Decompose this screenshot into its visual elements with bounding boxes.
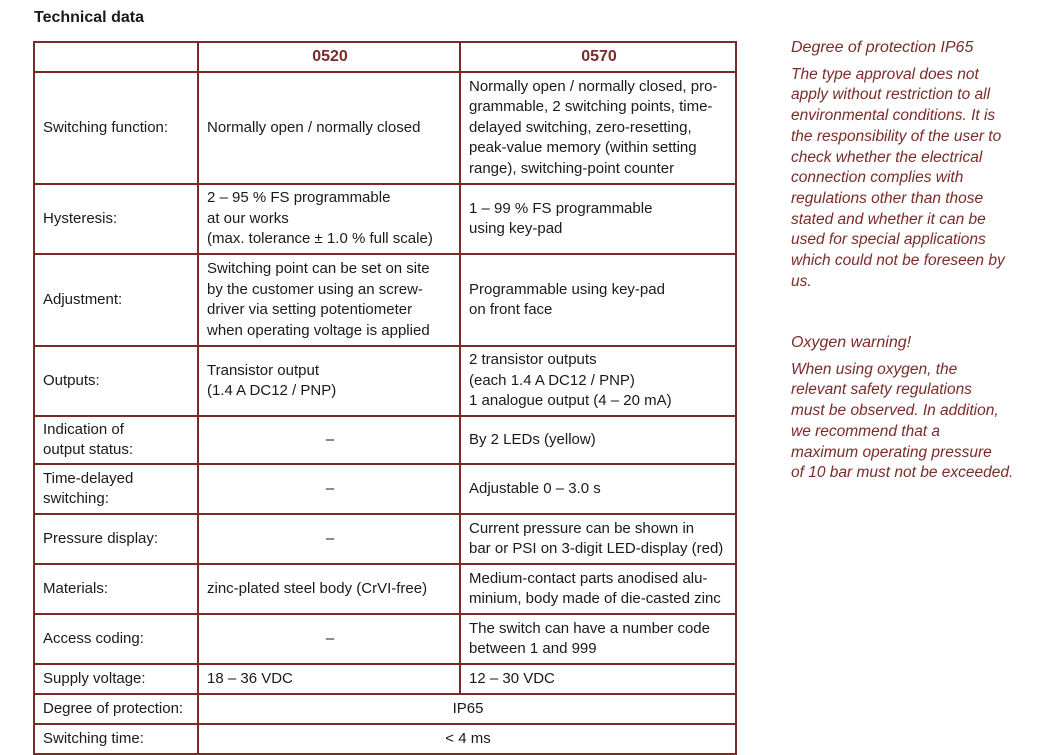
- note-line: which could not be foreseen by: [791, 252, 1005, 270]
- row-label-cell: [34, 614, 198, 664]
- table-header-row: [34, 42, 736, 72]
- oxygen-warning: [791, 333, 1036, 484]
- section-heading: Technical data: [34, 9, 144, 26]
- cell-line: grammable, 2 switching points, time-: [469, 98, 713, 116]
- cell-line: Time-delayed: [43, 469, 134, 487]
- cell-line: 18 – 36 VDC: [207, 669, 293, 687]
- value-0520-cell: [198, 564, 460, 614]
- cell-line: Pressure display:: [43, 529, 159, 547]
- cell-line: Switching function:: [43, 118, 169, 136]
- cell-line: –: [325, 430, 335, 448]
- value-0570-cell: [460, 254, 736, 346]
- cell-line: Outputs:: [43, 371, 100, 389]
- cell-line: Normally open / normally closed: [207, 118, 421, 136]
- cell-line: using key-pad: [469, 220, 563, 237]
- note-line: maximum operating pressure: [791, 443, 992, 461]
- protection-note-title: Degree of protection IP65: [791, 39, 974, 56]
- cell-line: on front face: [469, 301, 553, 318]
- value-0520-cell: [198, 664, 460, 694]
- cell-line: range), switching-point counter: [469, 159, 675, 177]
- header-cell-0570: 0570: [460, 42, 736, 72]
- cell-line: delayed switching, zero-resetting,: [469, 118, 692, 136]
- cell-line: (1.4 A DC12 / PNP): [207, 382, 337, 399]
- row-label-cell: Switching time:: [34, 724, 198, 754]
- cell-line: –: [325, 629, 335, 647]
- table-row: [34, 694, 736, 724]
- table-row: [34, 614, 736, 664]
- cell-line: (max. tolerance ± 1.0 % full scale): [207, 230, 433, 248]
- note-line: check whether the electrical: [791, 148, 983, 166]
- cell-line: Current pressure can be shown in: [469, 519, 695, 537]
- value-0570-cell: [460, 72, 736, 184]
- cell-line: Medium-contact parts anodised alu-: [469, 569, 708, 587]
- value-0520-cell: [198, 514, 460, 564]
- row-label-cell: [34, 664, 198, 694]
- header-cell-empty: [34, 42, 198, 72]
- cell-line: 2 – 95 % FS programmable: [207, 189, 391, 207]
- table-row: [34, 184, 736, 254]
- cell-line: The switch can have a number code: [469, 619, 710, 637]
- value-0520-cell: [198, 72, 460, 184]
- note-line: us.: [791, 272, 812, 290]
- note-line: regulations other than those: [791, 189, 984, 207]
- table-row: [34, 724, 736, 754]
- value-0570-cell: [460, 184, 736, 254]
- cell-line: Adjustable 0 – 3.0 s: [469, 479, 601, 497]
- cell-line: By 2 LEDs (yellow): [469, 430, 596, 448]
- table-row: [34, 346, 736, 416]
- cell-line: by the customer using an screw-: [207, 280, 423, 298]
- value-0520-cell: [198, 346, 460, 416]
- value-0570-cell: [460, 664, 736, 694]
- cell-line: Normally open / normally closed, pro-: [469, 77, 718, 95]
- cell-line: zinc-plated steel body (CrVI-free): [207, 579, 428, 597]
- note-line: stated and whether it can be: [791, 210, 986, 228]
- note-line: we recommend that a: [791, 422, 941, 440]
- note-line: relevant safety regulations: [791, 381, 972, 399]
- cell-line: driver via setting potentiometer: [207, 301, 413, 318]
- value-0570-cell: [460, 346, 736, 416]
- value-0570-cell: [460, 416, 736, 464]
- cell-line: Adjustment:: [43, 290, 123, 308]
- cell-line: bar or PSI on 3-digit LED-display (red): [469, 540, 724, 557]
- cell-line: output status:: [43, 441, 134, 458]
- cell-line: switching:: [43, 490, 109, 507]
- cell-line: Supply voltage:: [43, 669, 146, 687]
- cell-line: –: [325, 529, 335, 547]
- cell-line: Transistor output: [207, 361, 319, 379]
- cell-line: Programmable using key-pad: [469, 280, 665, 298]
- table-row: [34, 564, 736, 614]
- header-cell-0520: 0520: [198, 42, 460, 72]
- note-line: used for special applications: [791, 231, 986, 249]
- cell-line: Indication of: [43, 420, 124, 438]
- cell-line: peak-value memory (within setting: [469, 139, 697, 157]
- value-0520-cell: [198, 464, 460, 514]
- row-label-cell: [34, 514, 198, 564]
- note-line: When using oxygen, the: [791, 360, 958, 378]
- cell-line: Switching point can be set on site: [207, 260, 430, 277]
- note-line: environmental conditions. It is: [791, 107, 996, 125]
- table-row: [34, 254, 736, 346]
- cell-line: 2 transistor outputs: [469, 351, 597, 369]
- cell-line: when operating voltage is applied: [207, 321, 430, 339]
- oxygen-warning-body: [791, 360, 1036, 484]
- row-label-cell: [34, 72, 198, 184]
- value-0520-cell: [198, 254, 460, 346]
- cell-line: between 1 and 999: [469, 640, 597, 657]
- value-0570-cell: [460, 514, 736, 564]
- value-0570-cell: [460, 614, 736, 664]
- note-line: must be observed. In addition,: [791, 402, 999, 420]
- cell-line: 1 – 99 % FS programmable: [469, 199, 653, 217]
- value-0570-cell: [460, 564, 736, 614]
- row-label-cell: [34, 254, 198, 346]
- note-line: The type approval does not: [791, 65, 979, 83]
- oxygen-warning-title: Oxygen warning!: [791, 334, 912, 351]
- cell-line: Hysteresis:: [43, 209, 118, 227]
- row-label-cell: [34, 564, 198, 614]
- row-label-cell: Degree of protection:: [34, 694, 198, 724]
- spanning-value-cell: < 4 ms: [198, 724, 736, 754]
- cell-line: –: [325, 479, 335, 497]
- table-row: [34, 72, 736, 184]
- value-0570-cell: [460, 464, 736, 514]
- row-label-cell: [34, 416, 198, 464]
- value-0520-cell: [198, 614, 460, 664]
- value-0520-cell: [198, 184, 460, 254]
- value-0520-cell: [198, 416, 460, 464]
- table-row: [34, 464, 736, 514]
- protection-note: [791, 38, 1036, 292]
- spanning-value-cell: IP65: [198, 694, 736, 724]
- cell-line: at our works: [207, 209, 289, 227]
- cell-line: Access coding:: [43, 629, 144, 647]
- cell-line: 1 analogue output (4 – 20 mA): [469, 392, 672, 410]
- technical-data-table: [33, 41, 737, 755]
- note-line: of 10 bar must not be exceeded.: [791, 464, 1014, 482]
- note-line: connection complies with: [791, 169, 964, 187]
- protection-note-body: [791, 65, 1036, 293]
- cell-line: 12 – 30 VDC: [469, 669, 555, 687]
- row-label-cell: [34, 464, 198, 514]
- note-line: apply without restriction to all: [791, 86, 991, 104]
- note-line: the responsibility of the user to: [791, 127, 1002, 145]
- table-row: [34, 514, 736, 564]
- row-label-cell: [34, 346, 198, 416]
- cell-line: minium, body made of die-casted zinc: [469, 590, 721, 607]
- cell-line: Materials:: [43, 579, 109, 597]
- table-row: [34, 664, 736, 694]
- cell-line: (each 1.4 A DC12 / PNP): [469, 371, 635, 389]
- row-label-cell: [34, 184, 198, 254]
- table-row: [34, 416, 736, 464]
